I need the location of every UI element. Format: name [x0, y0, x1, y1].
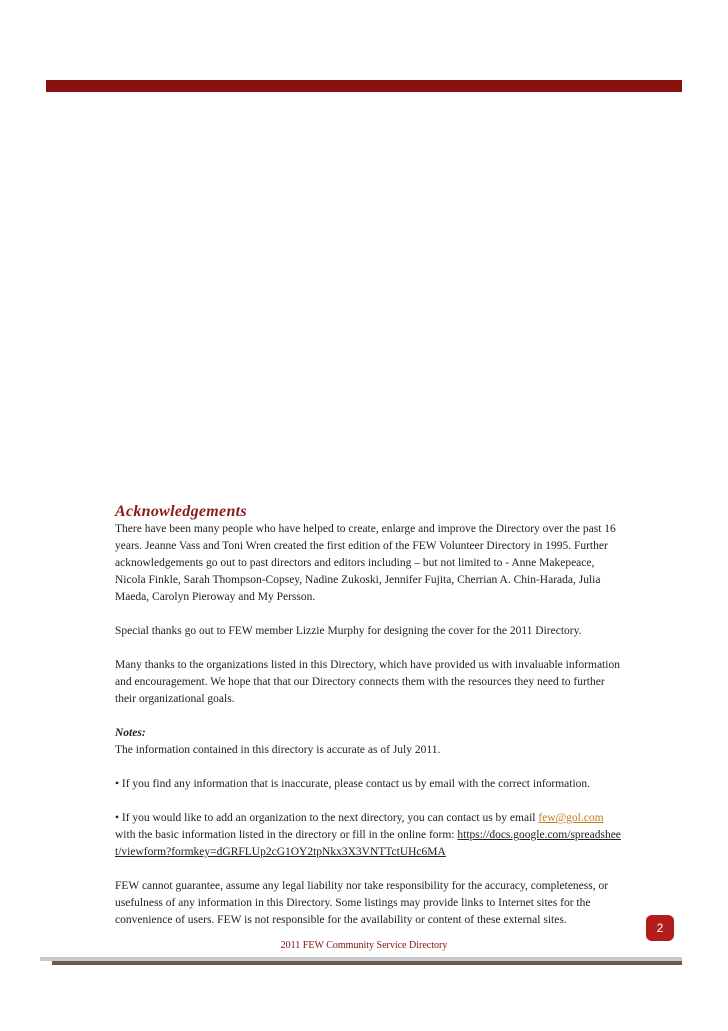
online-form-link[interactable]: https://docs.google.com/spreadsheet/viewform?formkey=dGRFLUp2cG1OY2tpNkx3X3VNTTctUHc6MA [115, 829, 621, 858]
email-link[interactable]: few@gol.com [538, 812, 604, 824]
footer-title: 2011 FEW Community Service Directory [280, 940, 448, 951]
organizations-paragraph: Many thanks to the organizations listed in this Directory, which have provided us with invaluable information and encouragement. We hope that that our Directory connects them with the resources they need to further their organizational goals. [115, 659, 620, 705]
accuracy-note: The information contained in this directory is accurate as of July 2011. [115, 744, 441, 756]
disclaimer-paragraph: FEW cannot guarantee, assume any legal liability nor take responsibility for the accuracy, completeness, or usefulness of any information in this Directory. Some listings may provide links to Internet sites for the convenience of users. FEW is not responsible for the availability or content of these external sites. [115, 880, 609, 926]
notes-bullet-add-organization [115, 810, 625, 861]
acknowledgements-paragraph: There have been many people who have helped to create, enlarge and improve the Directory over the past 16 years. Jeanne Vass and Toni Wren created the first edition of the FEW Volunteer Directory in 1995. Further acknowledgements go out to past directors and editors including – but not limited to - Anne Makepeace, Nicola Finkle, Sarah Thompson-Copsey, Nadine Zukoski, Jennifer Fujita, Cherrian A. Chin-Harada, Julia Maeda, Carolyn Pieroway and My Persson. [115, 523, 616, 603]
footer-rule-dark [52, 961, 682, 965]
page-content [115, 503, 625, 929]
page-number-badge: 2 [646, 915, 674, 941]
notes-label: Notes: [115, 727, 146, 739]
bullet-text-after: with the basic information listed in the directory or fill in the online form: [115, 829, 458, 841]
special-thanks-paragraph: Special thanks go out to FEW member Lizzie Murphy for designing the cover for the 2011 Directory. [115, 625, 582, 637]
notes-bullet-inaccurate: • If you find any information that is inaccurate, please contact us by email with the correct information. [115, 778, 591, 790]
bullet-text-before: • If you would like to add an organization to the next directory, you can contact us by email [115, 812, 539, 824]
section-heading: Acknowledgements [115, 503, 247, 520]
header-rule [46, 80, 682, 92]
